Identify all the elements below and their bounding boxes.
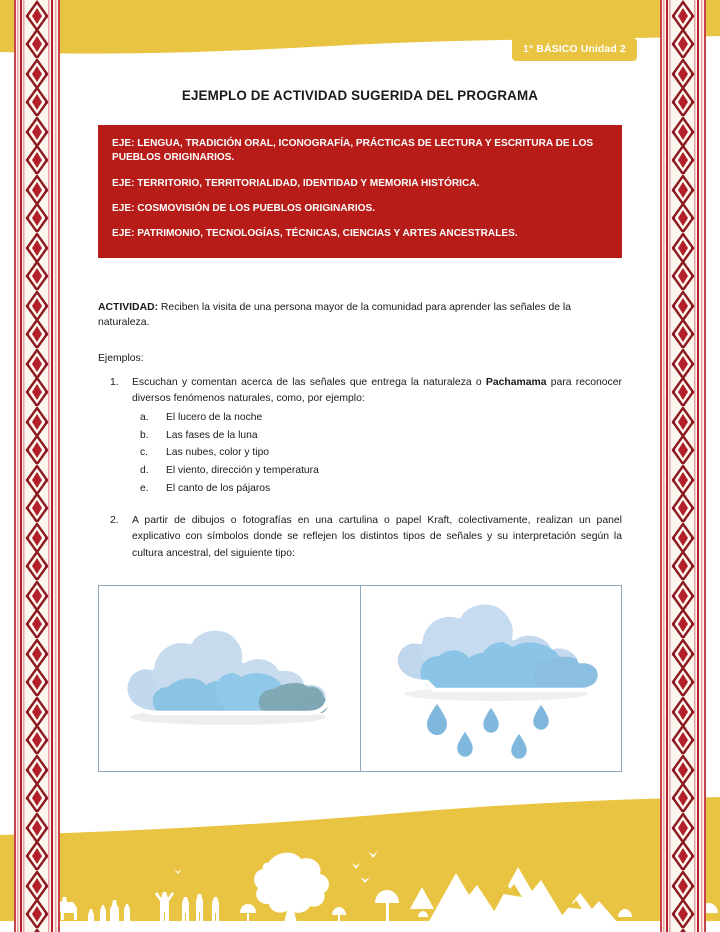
sub-item-e [132,481,622,498]
examples-label: Ejemplos: [98,353,144,365]
alpha-sublist [132,410,622,497]
sub-item-b-text: Las fases de la luna [166,429,258,441]
activity-text: Reciben la visita de una persona mayor de la comunidad para aprender las señales de la naturaleza. [98,301,572,329]
document-content [98,0,622,772]
illustration-panel [98,585,622,772]
rain-cloud-icon [381,596,601,761]
sub-item-c-marker: c. [140,447,149,459]
raindrop-group [427,701,551,761]
list-item-2-text: A partir de dibujos o fotografías en una cartulina o papel Kraft, colectivamente, realizan un panel explicativo con símbolos donde se reflejen los distintos tipos de señales y su interpretación según la cultura ancestral, del siguiente tipo: [132,515,622,559]
list-item-1 [98,375,622,498]
panel-cell-rain-cloud [361,586,622,771]
eje-line-3: EJE: COSMOVISIÓN DE LOS PUEBLOS ORIGINARIOS. [112,202,376,214]
panel-cell-cloud [99,586,361,771]
list-item-1-text-after: para reconocer diversos fenómenos naturales, como, por ejemplo: [132,376,622,404]
list-item-1-bold: Pachamama [485,376,547,388]
page-title: EJEMPLO DE ACTIVIDAD SUGERIDA DEL PROGRAMA [181,88,539,103]
list-item-2-number: 2. [110,515,119,527]
activity-paragraph [98,300,622,332]
sub-item-d [132,463,622,480]
unit-badge: 1° BÁSICO Unidad 2 [512,38,637,61]
sub-item-b [132,428,622,445]
sub-item-a [132,410,622,427]
sub-item-b-marker: b. [140,429,149,441]
sub-item-c [132,445,622,462]
left-woven-border [14,0,60,932]
eje-box [98,125,622,258]
sub-item-d-marker: d. [140,464,149,476]
activity-label: ACTIVIDAD: [98,301,159,313]
sub-item-a-marker: a. [140,411,149,423]
list-item-2 [98,513,622,561]
sub-item-e-marker: e. [140,482,149,494]
eje-line-4: EJE: PATRIMONIO, TECNOLOGÍAS, TÉCNICAS, CIENCIAS Y ARTES ANCESTRALES. [112,228,518,240]
list-item-1-text-before: Escuchan y comentan acerca de las señales que entrega la naturaleza o [132,376,486,388]
sub-item-a-text: El lucero de la noche [166,411,263,423]
numbered-list [98,375,622,562]
sub-item-d-text: El viento, dirección y temperatura [166,464,319,476]
bottom-gold-landscape [0,797,720,932]
sub-item-c-text: Las nubes, color y tipo [166,447,270,459]
right-woven-border [660,0,706,932]
list-item-1-number: 1. [110,376,119,388]
eje-line-1: EJE: LENGUA, TRADICIÓN ORAL, ICONOGRAFÍA, PRÁCTICAS DE LECTURA Y ESCRITURA DE LOS PUEBLOS ORIGINARIOS. [112,138,594,164]
cloud-icon [108,603,350,753]
eje-line-2: EJE: TERRITORIO, TERRITORIALIDAD, IDENTIDAD Y MEMORIA HISTÓRICA. [112,177,480,189]
sub-item-e-text: El canto de los pájaros [166,482,271,494]
